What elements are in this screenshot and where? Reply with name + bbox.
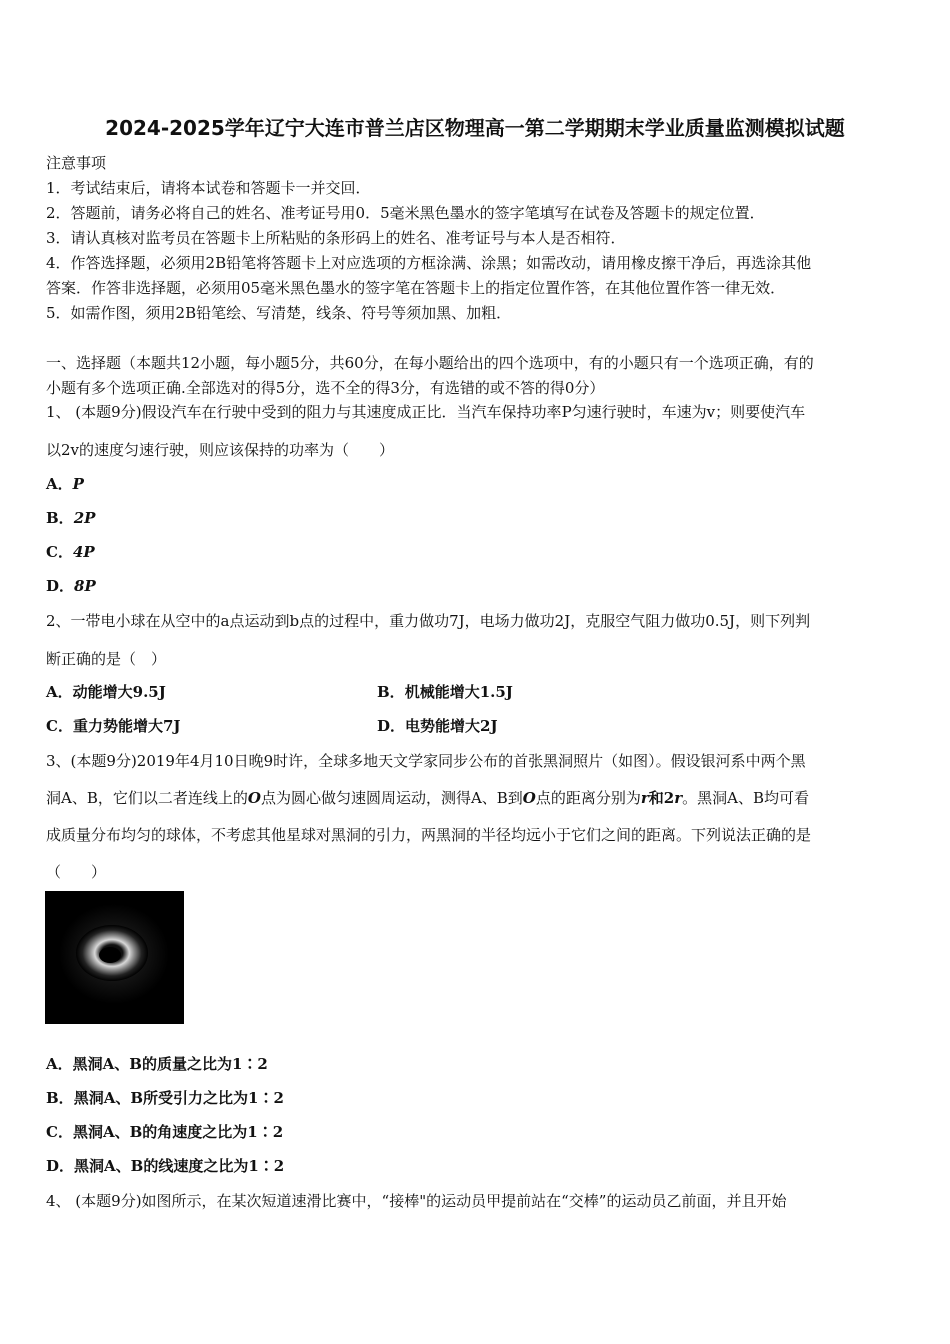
notice-item: 答案．作答非选择题，必须用05毫米黑色墨水的签字笔在答题卡上的指定位置作答，在其他位置作答一律无效． [46, 279, 786, 297]
notice-item: 4．作答选择题，必须用2B铅笔将答题卡上对应选项的方框涂满、涂黑；如需改动，请用橡皮擦干净后，再选涂其他 [46, 254, 812, 272]
question-2-option-c[interactable] [46, 717, 181, 735]
text-run: r [640, 789, 649, 807]
option-value: 动能增大9.5J [72, 683, 166, 701]
black-hole-image [45, 891, 184, 1024]
option-value: 黑洞A、B的质量之比为1∶2 [72, 1055, 268, 1073]
text-run: 和2 [648, 789, 675, 807]
question-2-option-a[interactable] [46, 683, 166, 701]
question-1-text: 1、 (本题9分)假设汽车在行驶中受到的阻力与其速度成正比．当汽车保持功率P匀速行驶时，车速为v；则要使汽车 [46, 403, 806, 421]
text-run: O [247, 789, 261, 807]
option-label: B． [46, 509, 74, 527]
text-run: 洞A、B，它们以二者连线上的 [46, 789, 248, 807]
option-value: 黑洞A、B的角速度之比为1∶2 [72, 1123, 284, 1141]
question-1-text: 以2v的速度匀速行驶，则应该保持的功率为（ ） [46, 441, 395, 459]
option-value: 重力势能增大7J [72, 717, 181, 735]
option-value: 机械能增大1.5J [404, 683, 513, 701]
text-run: 。黑洞A、B均可看 [682, 789, 809, 807]
text-run: O [522, 789, 536, 807]
question-1-option-b[interactable] [46, 507, 906, 528]
black-hole-illustration [45, 891, 184, 1024]
question-3-option-c[interactable] [46, 1121, 906, 1142]
question-1-option-a[interactable] [46, 473, 906, 494]
text-run: r [674, 789, 683, 807]
question-3-text: （ ） [46, 863, 107, 881]
page-title: 2024-2025学年辽宁大连市普兰店区物理高一第二学期期末学业质量监测模拟试题 [105, 116, 845, 140]
option-value: 8P [74, 577, 96, 595]
option-label: D． [46, 1157, 75, 1175]
option-value: 2P [73, 509, 96, 527]
option-label: A． [46, 475, 73, 493]
question-2-option-d[interactable] [377, 715, 498, 736]
option-value: 4P [72, 543, 95, 561]
question-3-text: 3、(本题9分)2019年4月10日晚9时许，全球多地天文学家同步公布的首张黑洞照片（如图）。假设银河系中两个黑 [46, 752, 806, 770]
option-label: B． [377, 683, 405, 701]
option-label: A． [46, 1055, 73, 1073]
option-label: B． [46, 1089, 74, 1107]
question-3-text [46, 787, 906, 808]
option-label: D． [377, 717, 406, 735]
notice-item: 2．答题前，请务必将自己的姓名、准考证号用0．5毫米黑色墨水的签字笔填写在试卷及答题卡的规定位置． [46, 204, 765, 222]
question-3-option-b[interactable] [46, 1087, 906, 1108]
section-heading-line: 小题有多个选项正确.全部选对的得5分，选不全的得3分，有选错的或不答的得0分） [46, 379, 605, 397]
question-1-option-c[interactable] [46, 541, 906, 562]
question-3-text: 成质量分布均匀的球体，不考虑其他星球对黑洞的引力，两黑洞的半径均远小于它们之间的距离。下列说法正确的是 [46, 826, 812, 844]
option-label: C． [46, 717, 73, 735]
section-heading-line: 一、选择题（本题共12小题，每小题5分，共60分，在每小题给出的四个选项中，有的小题只有一个选项正确，有的 [46, 354, 814, 372]
question-2-text: 2、一带电小球在从空中的a点运动到b点的过程中，重力做功7J，电场力做功2J，克服空气阻力做功0.5J，则下列判 [46, 612, 811, 630]
question-2-options-row-2 [46, 715, 906, 736]
option-label: D． [46, 577, 75, 595]
question-2-option-b[interactable] [377, 681, 513, 702]
option-label: A． [46, 683, 73, 701]
question-2-text: 断正确的是（ ） [46, 650, 167, 668]
question-1-option-d[interactable] [46, 575, 906, 596]
option-label: C． [46, 1123, 73, 1141]
question-2-options-row-1 [46, 681, 906, 702]
text-run: 点的距离分别为 [535, 789, 641, 807]
question-3-option-a[interactable] [46, 1053, 906, 1074]
option-label: C． [46, 543, 73, 561]
option-value: 电势能增大2J [405, 717, 498, 735]
notice-item: 3．请认真核对监考员在答题卡上所粘贴的条形码上的姓名、准考证号与本人是否相符． [46, 229, 626, 247]
text-run: 点为圆心做匀速圆周运动，测得A、B到 [260, 789, 523, 807]
question-3-option-d[interactable] [46, 1155, 906, 1176]
question-4-text: 4、 (本题9分)如图所示，在某次短道速滑比赛中，“接棒"的运动员甲提前站在“交棒”的运动员乙前面，并且开始 [46, 1192, 787, 1210]
option-value: 黑洞A、B所受引力之比为1∶2 [73, 1089, 284, 1107]
notice-item: 1．考试结束后，请将本试卷和答题卡一并交回． [46, 179, 371, 197]
notice-heading: 注意事项 [46, 154, 107, 172]
option-value: P [72, 475, 84, 493]
notice-item: 5．如需作图，须用2B铅笔绘、写清楚，线条、符号等须加黑、加粗． [46, 304, 512, 322]
option-value: 黑洞A、B的线速度之比为1∶2 [74, 1157, 285, 1175]
